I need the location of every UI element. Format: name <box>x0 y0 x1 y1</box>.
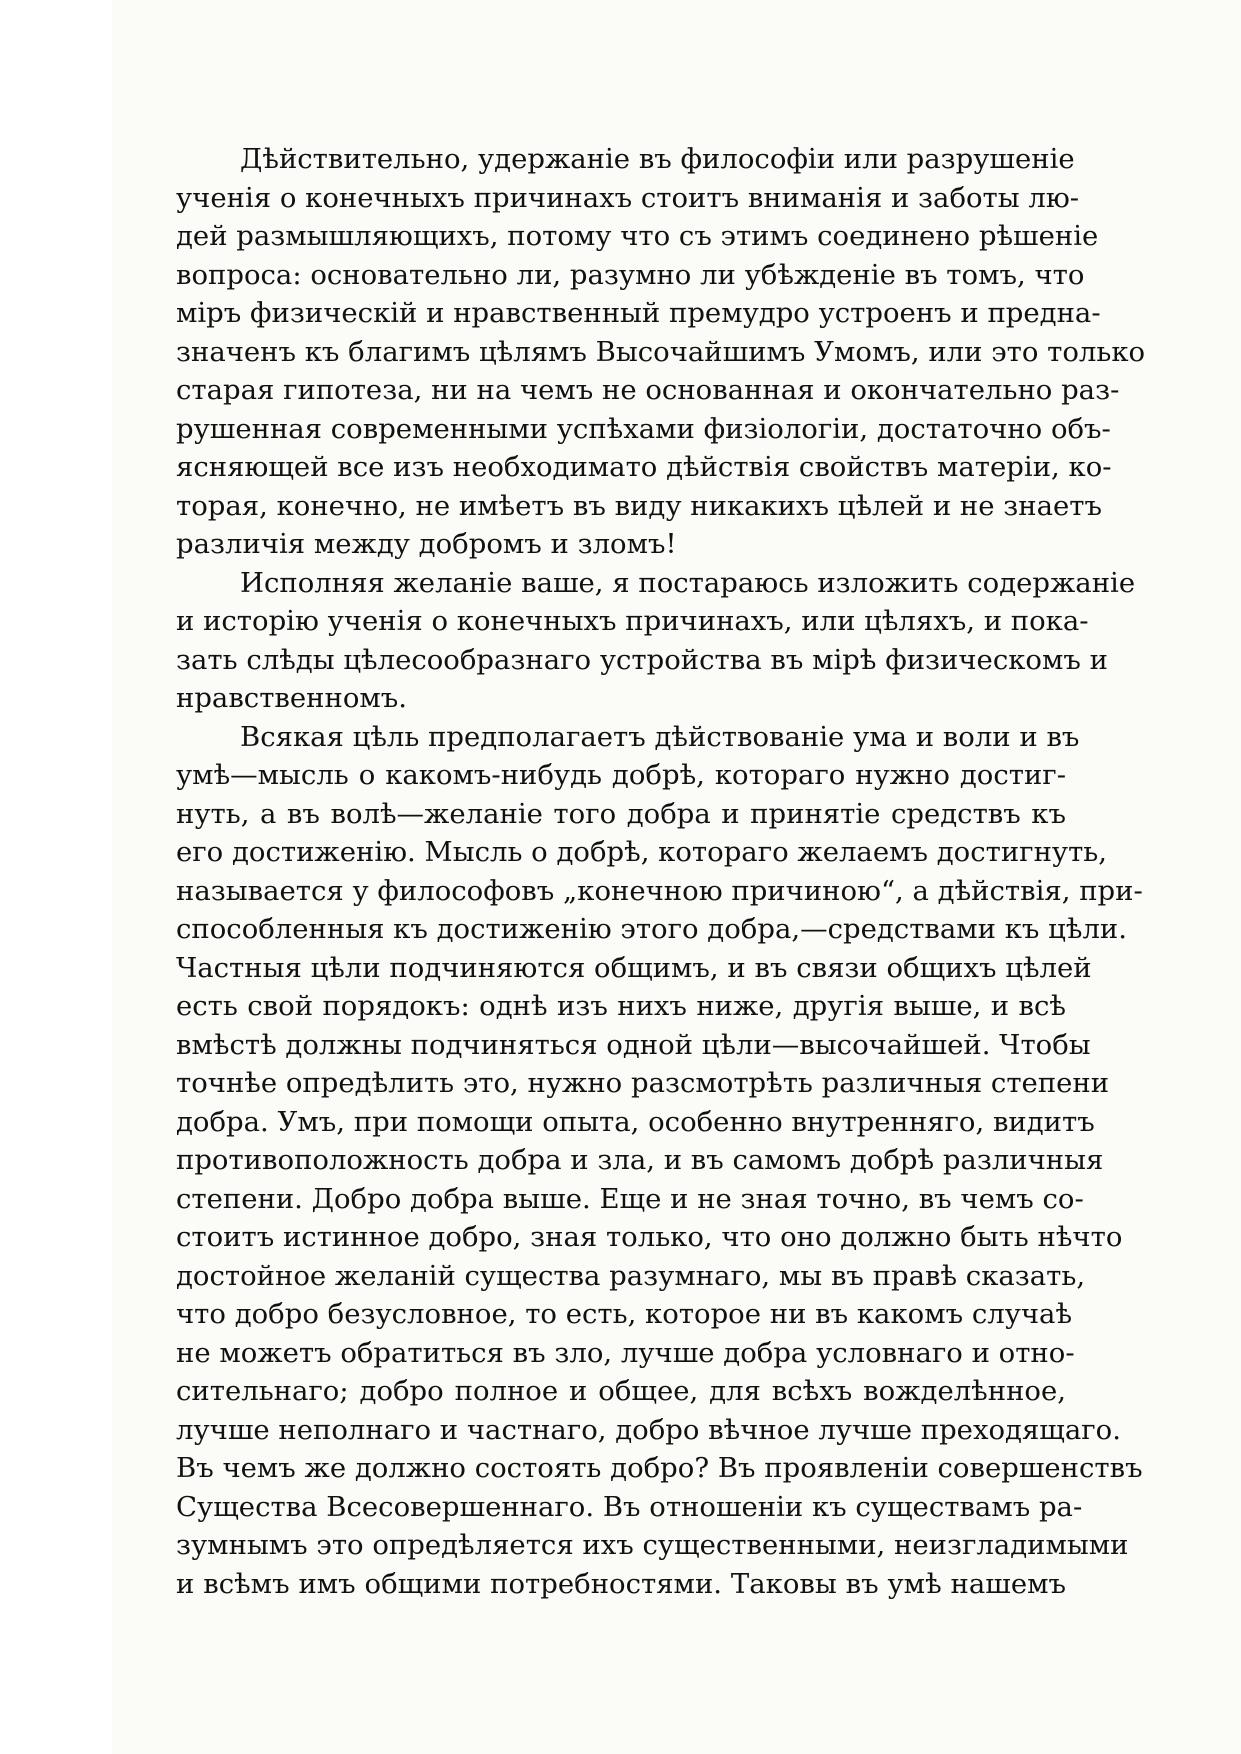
text-line: достойное желаній существа разумнаго, мы въ правѣ сказать, <box>176 1259 1086 1292</box>
text-line: есть свой порядокъ: однѣ изъ нихъ ниже, другія выше, и всѣ <box>176 990 1066 1022</box>
text-line: Существа Всесовершеннаго. Въ отношеніи къ существамъ ра- <box>176 1490 1083 1523</box>
text-line: не можетъ обратиться въ зло, лучше добра условнаго и отно- <box>176 1336 1075 1369</box>
text-line: добра. Умъ, при помощи опыта, особенно внутренняго, видитъ <box>176 1105 1095 1138</box>
text-line: рушенная современными успѣхами физіологіи, достаточно объ- <box>176 412 1111 445</box>
page-text <box>176 140 1146 1603</box>
text-line: и всѣмъ имъ общими потребностями. Таковы въ умѣ нашемъ <box>176 1567 1066 1600</box>
text-line: старая гипотеза, ни на чемъ не основанная и окончательно раз- <box>176 374 1120 406</box>
text-line: зумнымъ это опредѣляется ихъ существенными, неизгладимыми <box>176 1529 1129 1561</box>
text-line: что добро безусловное, то есть, которое ни въ какомъ случаѣ <box>176 1298 1073 1330</box>
text-line: дей размышляющихъ, потому что съ этимъ соединено рѣшеніе <box>176 220 1099 252</box>
text-line: нравственномъ. <box>176 682 408 714</box>
text-line: точнѣе опредѣлить это, нужно разсмотрѣть различныя степени <box>176 1067 1110 1099</box>
text-line: различія между добромъ и зломъ! <box>176 528 677 560</box>
text-line: значенъ къ благимъ цѣлямъ Высочайшимъ Умомъ, или это только <box>176 335 1146 368</box>
text-line: міръ физическій и нравственный премудро устроенъ и предна- <box>176 297 1101 329</box>
scan-margin <box>0 0 112 1754</box>
text-line: лучше неполнаго и частнаго, добро вѣчное лучше преходящаго. <box>176 1413 1121 1446</box>
text-line: Всякая цѣль предполагаетъ дѣйствованіе ума и воли и въ <box>240 720 1080 753</box>
text-line: стоитъ истинное добро, зная только, что оно должно быть нѣчто <box>176 1221 1123 1253</box>
text-line: вмѣстѣ должны подчиняться одной цѣли—высочайшей. Чтобы <box>176 1028 1091 1061</box>
text-line: степени. Добро добра выше. Еще и не зная точно, въ чемъ со- <box>176 1182 1084 1215</box>
text-line: Дѣйствительно, удержаніе въ философіи или разрушеніе <box>240 143 1075 175</box>
text-line: ясняющей все изъ необходимато дѣйствія свойствъ матеріи, ко- <box>176 451 1112 483</box>
text-line: противоположность добра и зла, и въ самомъ добрѣ различныя <box>176 1144 1104 1176</box>
text-line: вопроса: основательно ли, разумно ли убѣжденіе въ томъ, что <box>176 258 1085 291</box>
text-line: его достиженію. Мысль о добрѣ, котораго желаемъ достигнуть, <box>176 836 1108 868</box>
text-line: нуть, а въ волѣ—желаніе того добра и принятіе средствъ къ <box>176 797 1066 830</box>
text-line: зать слѣды цѣлесообразнаго устройства въ мірѣ физическомъ и <box>176 643 1108 676</box>
text-line: Въ чемъ же должно состоять добро? Въ проявленіи совершенствъ <box>176 1452 1143 1484</box>
text-line: сительнаго; добро полное и общее, для всѣхъ вожделѣнное, <box>176 1375 1066 1407</box>
text-line: Частныя цѣли подчиняются общимъ, и въ связи общихъ цѣлей <box>176 951 1092 984</box>
text-line: способленныя къ достиженію этого добра,—средствами къ цѣли. <box>176 913 1127 945</box>
text-line: умѣ—мысль о какомъ-нибудь добрѣ, котораго нужно достиг- <box>176 759 1066 791</box>
text-line: Исполняя желаніе ваше, я постараюсь изложить содержаніе <box>240 566 1136 599</box>
text-line: торая, конечно, не имѣетъ въ виду никакихъ цѣлей и не знаетъ <box>176 489 1102 522</box>
text-line: называется у философовъ „конечною причиною“, а дѣйствія, при- <box>176 874 1143 907</box>
text-line: ученія о конечныхъ причинахъ стоитъ вниманія и заботы лю- <box>176 181 1080 214</box>
text-line: и исторію ученія о конечныхъ причинахъ, или цѣляхъ, и пока- <box>176 605 1089 637</box>
